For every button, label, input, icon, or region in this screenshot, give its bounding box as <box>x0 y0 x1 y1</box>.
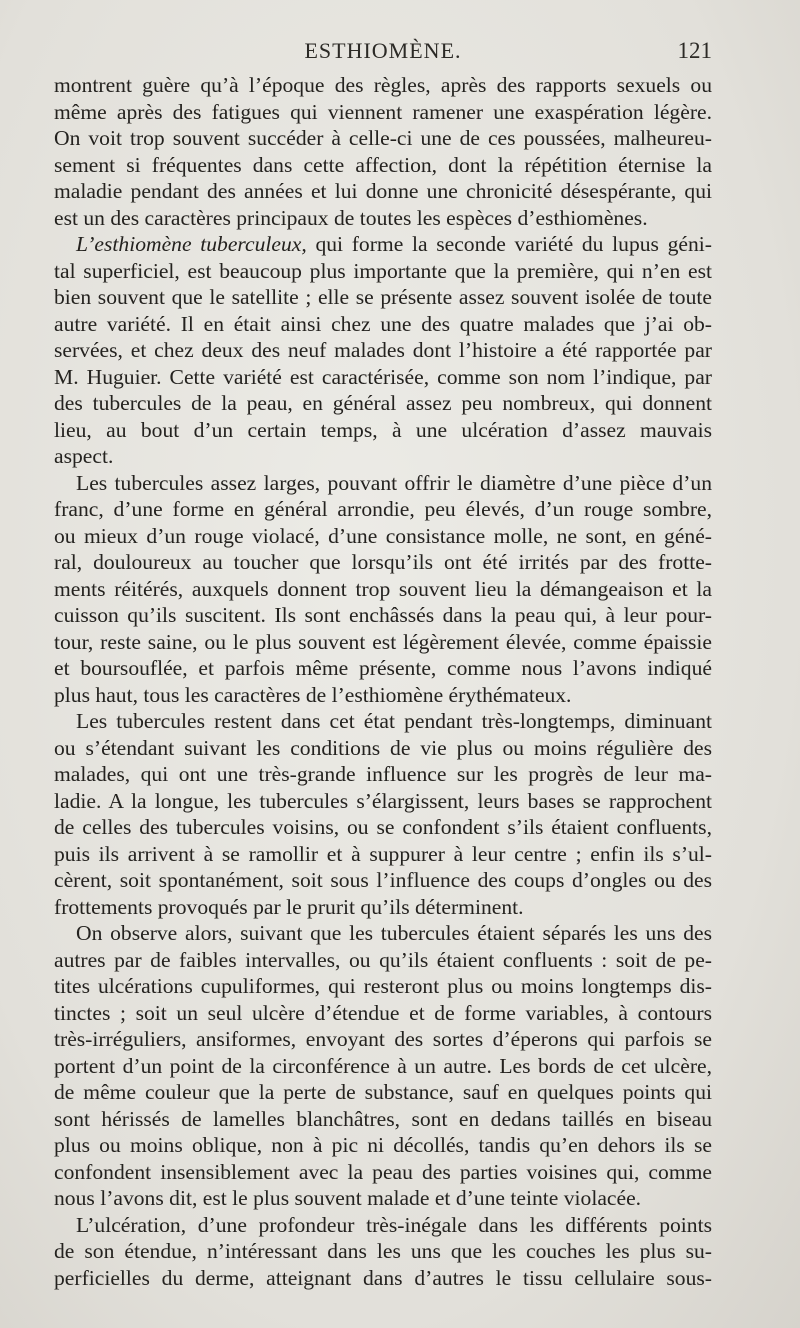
text-line: sement si fréquentes dans cette affection, dont la répétition éternise la <box>54 152 712 177</box>
text-line: franc, d’une forme en général arrondie, peu élevés, d’un rouge sombre, <box>54 497 712 521</box>
page-number: 121 <box>677 38 712 63</box>
running-title: ESTHIOMÈNE. <box>304 38 462 63</box>
text-line: tour, reste saine, ou le plus souvent est légèrement élevée, comme épaissie <box>54 629 712 654</box>
text-line: de son étendue, n’intéressant dans les uns que les couches les plus su- <box>54 1239 712 1263</box>
text-line-with-italic <box>54 231 712 258</box>
text-line: autres par de faibles intervalles, ou qu’ils étaient confluents : soit de pe- <box>54 947 712 972</box>
text-line: plus haut, tous les caractères de l’esthiomène érythémateux. <box>54 682 572 707</box>
text-line: L’ulcération, d’une profondeur très-inégale dans les différents points <box>76 1212 712 1237</box>
text-line: est un des caractères principaux de toutes les espèces d’esthiomènes. <box>54 205 648 230</box>
text-line: de même couleur que la perte de substance, sauf en quelques points qui <box>54 1080 712 1104</box>
text-line: maladie pendant des années et lui donne une chronicité désespérante, qui <box>54 179 712 203</box>
text-line: nous l’avons dit, est le plus souvent malade et d’une teinte violacée. <box>54 1186 642 1210</box>
text-line: ladie. A la longue, les tubercules s’élargissent, leurs bases se rapprochent <box>54 788 712 813</box>
text-line: de celles des tubercules voisins, ou se confondent s’ils étaient confluents, <box>54 815 712 839</box>
text-line: tinctes ; soit un seul ulcère d’étendue et de forme variables, à contours <box>54 1000 712 1025</box>
text-line: confondent insensiblement avec la peau des parties voisines qui, comme <box>54 1159 712 1184</box>
text-line: des tubercules de la peau, en général assez peu nombreux, qui donnent <box>54 391 712 415</box>
text-line: sont hérissés de lamelles blanchâtres, sont en dedans taillés en biseau <box>54 1106 712 1131</box>
text-line: lieu, au bout d’un certain temps, à une ulcération d’assez mauvais <box>54 417 712 442</box>
text-line: cèrent, soit spontanément, soit sous l’influence des coups d’ongles ou des <box>54 868 712 892</box>
text-line: même après des fatigues qui viennent ramener une exaspération légère. <box>54 99 712 124</box>
text-line: Les tubercules restent dans cet état pendant très-longtemps, diminuant <box>76 709 712 733</box>
text-line: ou mieux d’un rouge violacé, d’une consistance molle, ne sont, en géné- <box>54 523 712 548</box>
body-text <box>54 72 712 1291</box>
text-line: ments réitérés, auxquels donnent trop souvent lieu la démangeaison et la <box>54 576 712 601</box>
text-line: cuisson qu’ils suscitent. Ils sont enchâssés dans la peau qui, à leur pour- <box>54 603 712 627</box>
text-line: tites ulcérations cupuliformes, qui resteront plus ou moins longtemps dis- <box>54 974 712 998</box>
text-line: bien souvent que le satellite ; elle se présente assez souvent isolée de toute <box>54 285 712 309</box>
text-line: très-irréguliers, ansiformes, envoyant des sortes d’éperons qui parfois se <box>54 1027 712 1051</box>
text-line: puis ils arrivent à se ramollir et à suppurer à leur centre ; enfin ils s’ul- <box>54 841 712 866</box>
text-line: M. Huguier. Cette variété est caractérisée, comme son nom l’indique, par <box>54 364 712 389</box>
text-line: On observe alors, suivant que les tubercules étaient séparés les uns des <box>76 921 712 945</box>
text-line: autre variété. Il en était ainsi chez une des quatre malades que j’ai ob- <box>54 311 712 336</box>
text-line: Les tubercules assez larges, pouvant offrir le diamètre d’une pièce d’un <box>76 470 712 495</box>
text-line: montrent guère qu’à l’époque des règles, après des rapports sexuels ou <box>54 73 712 97</box>
text-line: frottements provoqués par le prurit qu’ils déterminent. <box>54 894 524 919</box>
italic-term: esthiomène tuberculeux, <box>94 232 307 256</box>
text-line: et boursouflée, et parfois même présente, comme nous l’avons indiqué <box>54 656 712 680</box>
text-line: perficielles du derme, atteignant dans d’autres le tissu cellulaire sous- <box>54 1265 712 1290</box>
text-line: ral, douloureux au toucher que lorsqu’ils ont été irrités par des frotte- <box>54 550 712 574</box>
page-header <box>54 38 712 68</box>
text-line: tal superficiel, est beaucoup plus importante que la première, qui n’en est <box>54 258 712 283</box>
text-line: servées, et chez deux des neuf malades dont l’histoire a été rapportée par <box>54 338 712 362</box>
text-line-rest: qui forme la seconde variété du lupus géni- <box>315 232 712 256</box>
text-line: ou s’étendant suivant les conditions de vie plus ou moins régulière des <box>54 735 712 760</box>
text-line: aspect. <box>54 444 114 468</box>
text-line: malades, qui ont une très-grande influence sur les progrès de leur ma- <box>54 762 712 786</box>
text-line: plus ou moins oblique, non à pic ni décollés, tandis qu’en dehors ils se <box>54 1133 712 1157</box>
text-line: portent d’un point de la circonférence à un autre. Les bords de cet ulcère, <box>54 1053 712 1078</box>
text-line: On voit trop souvent succéder à celle-ci une de ces poussées, malheureu- <box>54 126 712 150</box>
italic-article: L’ <box>76 232 95 256</box>
